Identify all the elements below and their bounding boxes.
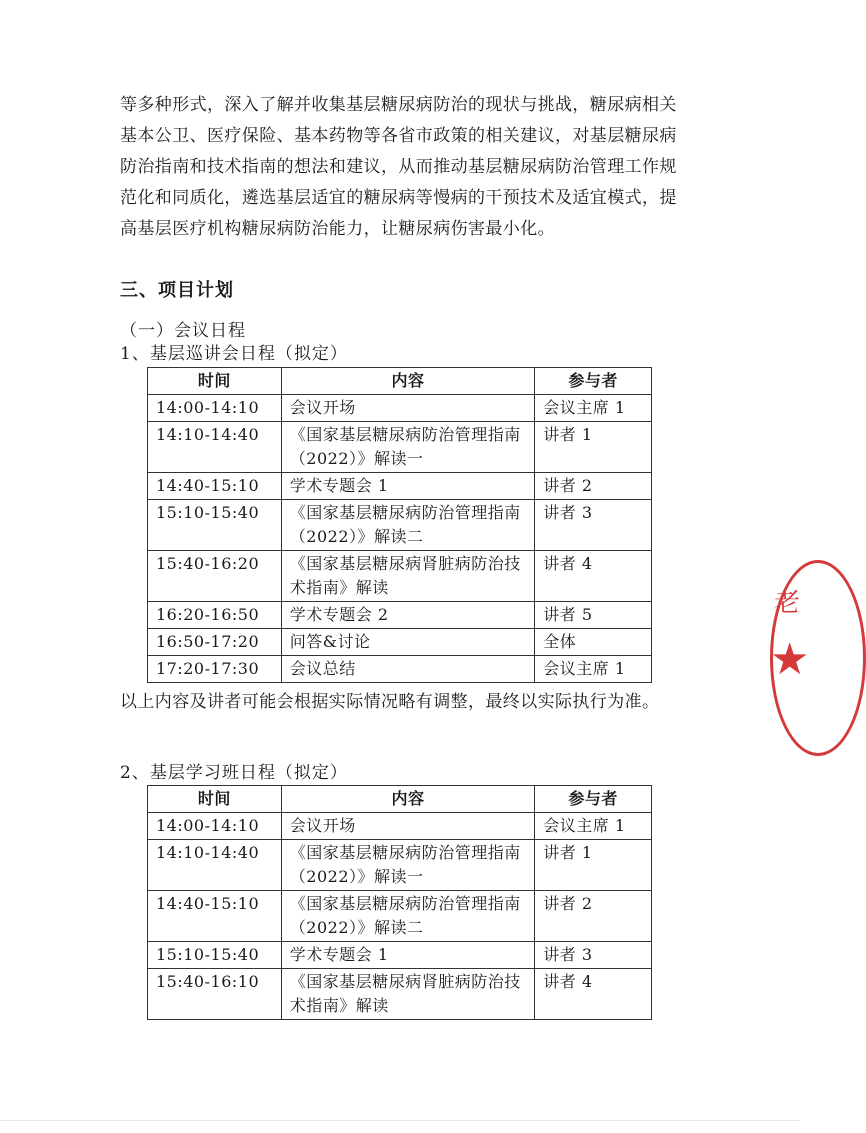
cell-time: 15:40-16:20 xyxy=(148,551,282,602)
table-header-row xyxy=(148,786,652,813)
cell-content: 会议总结 xyxy=(281,656,534,683)
cell-content: 学术专题会 1 xyxy=(281,473,534,500)
cell-time: 17:20-17:30 xyxy=(148,656,282,683)
cell-content: 会议开场 xyxy=(281,395,534,422)
header-content: 内容 xyxy=(281,368,534,395)
table-row xyxy=(148,656,652,683)
cell-content: 《国家基层糖尿病防治管理指南（2022）》解读一 xyxy=(281,840,534,891)
cell-time: 15:10-15:40 xyxy=(148,500,282,551)
schedule-2-title: 2、基层学习班日程（拟定） xyxy=(120,763,348,783)
cell-time: 14:10-14:40 xyxy=(148,840,282,891)
cell-content: 《国家基层糖尿病肾脏病防治技术指南》解读 xyxy=(281,969,534,1020)
cell-content: 《国家基层糖尿病防治管理指南（2022）》解读二 xyxy=(281,500,534,551)
cell-participant: 会议主席 1 xyxy=(535,656,652,683)
cell-time: 15:40-16:10 xyxy=(148,969,282,1020)
header-participant: 参与者 xyxy=(535,786,652,813)
table-row xyxy=(148,813,652,840)
cell-content: 《国家基层糖尿病肾脏病防治技术指南》解读 xyxy=(281,551,534,602)
cell-content: 学术专题会 2 xyxy=(281,602,534,629)
cell-participant: 讲者 4 xyxy=(535,551,652,602)
cell-time: 15:10-15:40 xyxy=(148,942,282,969)
schedule-2-table xyxy=(147,785,652,1020)
schedule-1-table xyxy=(147,367,652,683)
cell-participant: 讲者 3 xyxy=(535,500,652,551)
table-row xyxy=(148,602,652,629)
cell-content: 问答&讨论 xyxy=(281,629,534,656)
table-row xyxy=(148,969,652,1020)
table-row xyxy=(148,500,652,551)
cell-time: 14:00-14:10 xyxy=(148,395,282,422)
cell-participant: 讲者 1 xyxy=(535,422,652,473)
table-row xyxy=(148,395,652,422)
cell-time: 14:40-15:10 xyxy=(148,891,282,942)
cell-participant: 讲者 5 xyxy=(535,602,652,629)
adjustment-note: 以上内容及讲者可能会根据实际情况略有调整，最终以实际执行为准。 xyxy=(120,692,660,712)
cell-participant: 讲者 1 xyxy=(535,840,652,891)
table-row xyxy=(148,891,652,942)
cell-participant: 会议主席 1 xyxy=(535,813,652,840)
schedule-1-title: 1、基层巡讲会日程（拟定） xyxy=(120,344,348,364)
red-seal-stamp xyxy=(760,560,810,750)
seal-glyph: 老 xyxy=(774,588,801,618)
table-row xyxy=(148,422,652,473)
cell-time: 14:10-14:40 xyxy=(148,422,282,473)
cell-participant: 全体 xyxy=(535,629,652,656)
cell-content: 《国家基层糖尿病防治管理指南（2022）》解读二 xyxy=(281,891,534,942)
header-time: 时间 xyxy=(148,368,282,395)
seal-star-icon: ★ xyxy=(770,634,810,685)
cell-time: 16:50-17:20 xyxy=(148,629,282,656)
header-time: 时间 xyxy=(148,786,282,813)
page-bottom-edge xyxy=(0,1120,800,1133)
table-row xyxy=(148,629,652,656)
table-header-row xyxy=(148,368,652,395)
cell-time: 14:00-14:10 xyxy=(148,813,282,840)
section-heading: 三、项目计划 xyxy=(120,280,234,301)
cell-participant: 讲者 2 xyxy=(535,473,652,500)
table-row xyxy=(148,942,652,969)
cell-participant: 会议主席 1 xyxy=(535,395,652,422)
cell-content: 学术专题会 1 xyxy=(281,942,534,969)
cell-participant: 讲者 3 xyxy=(535,942,652,969)
cell-participant: 讲者 2 xyxy=(535,891,652,942)
intro-paragraph: 等多种形式，深入了解并收集基层糖尿病防治的现状与挑战，糖尿病相关基本公卫、医疗保险、基本药物等各省市政策的相关建议，对基层糖尿病防治指南和技术指南的想法和建议，从而推动基层糖尿病防治管理工作规范化和同质化，遴选基层适宜的糖尿病等慢病的干预技术及适宜模式，提高基层医疗机构糖尿病防治能力，让糖尿病伤害最小化。 xyxy=(120,95,677,239)
header-content: 内容 xyxy=(281,786,534,813)
cell-participant: 讲者 4 xyxy=(535,969,652,1020)
table-row xyxy=(148,840,652,891)
table-row xyxy=(148,551,652,602)
cell-content: 会议开场 xyxy=(281,813,534,840)
meeting-schedule-heading: （一）会议日程 xyxy=(120,321,246,341)
header-participant: 参与者 xyxy=(535,368,652,395)
cell-time: 14:40-15:10 xyxy=(148,473,282,500)
table-row xyxy=(148,473,652,500)
cell-time: 16:20-16:50 xyxy=(148,602,282,629)
cell-content: 《国家基层糖尿病防治管理指南（2022）》解读一 xyxy=(281,422,534,473)
